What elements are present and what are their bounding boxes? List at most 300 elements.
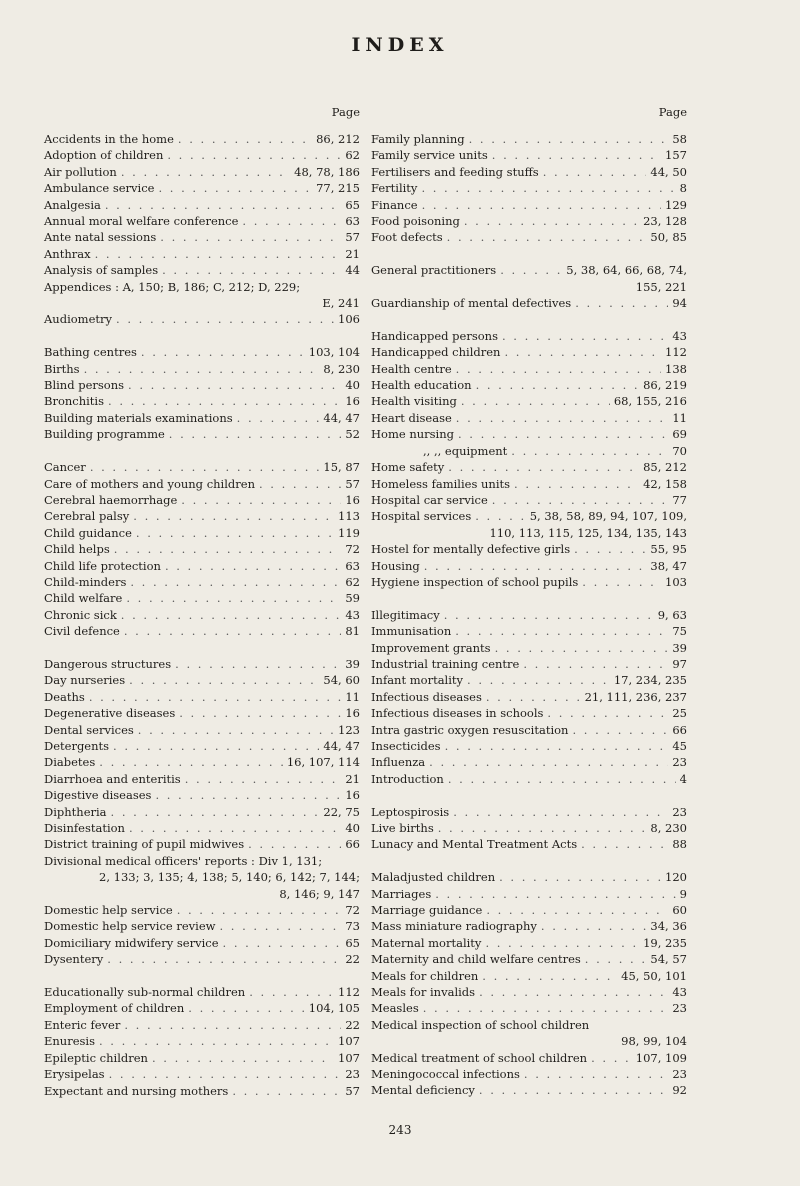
index-term: Health visiting	[371, 394, 457, 409]
index-pages: 86, 219	[643, 378, 687, 393]
index-entry	[44, 197, 360, 213]
index-pages: 43	[345, 607, 360, 622]
index-term: Annual moral welfare conference	[44, 214, 239, 229]
index-entry	[44, 1083, 360, 1099]
dot-leader	[133, 508, 334, 524]
dot-leader	[138, 722, 334, 738]
dot-leader	[129, 672, 319, 688]
dot-leader	[130, 574, 341, 590]
dot-leader	[177, 902, 342, 918]
index-term: Educationally sub-normal children	[44, 985, 246, 1000]
dot-leader	[162, 262, 341, 278]
index-entry	[371, 197, 687, 213]
dot-leader	[575, 295, 668, 311]
index-entry	[371, 918, 687, 934]
index-entry	[44, 738, 360, 754]
index-term: Cerebral palsy	[44, 509, 130, 524]
dot-leader	[121, 607, 342, 623]
page-column-heading: Page	[331, 105, 360, 119]
index-pages: 77, 215	[316, 181, 360, 196]
dot-leader	[95, 246, 342, 262]
dot-leader	[447, 229, 647, 245]
index-entry	[44, 558, 360, 574]
index-pages: 23	[672, 1001, 687, 1016]
index-pages: 25	[672, 706, 687, 721]
index-term: Guardianship of mental defectives	[371, 296, 572, 311]
index-pages: 48, 78, 186	[294, 164, 360, 179]
dot-leader	[453, 804, 668, 820]
dot-leader	[152, 1050, 334, 1066]
index-term: Expectant and nursing mothers	[44, 1083, 229, 1098]
dot-leader	[448, 771, 676, 787]
dot-leader	[438, 820, 647, 836]
dot-leader	[492, 492, 669, 508]
index-entry	[44, 492, 360, 508]
index-term: Improvement grants	[371, 640, 491, 655]
index-term: Diabetes	[44, 755, 96, 770]
index-pages: 57	[345, 230, 360, 245]
index-entry	[44, 361, 360, 377]
index-pages: 8, 230	[323, 361, 360, 376]
index-pages: 8, 230	[650, 821, 687, 835]
index-pages: 40	[345, 378, 360, 393]
dot-leader	[429, 754, 668, 770]
index-pages: 19, 235	[643, 935, 687, 950]
dot-leader	[581, 836, 668, 852]
index-term: Mass miniature radiography	[371, 919, 537, 934]
index-pages: 22, 75	[323, 804, 360, 819]
index-entry	[371, 147, 687, 163]
index-entry	[44, 689, 360, 705]
index-pages: 23	[672, 755, 687, 770]
dot-leader	[479, 984, 668, 1000]
dot-leader	[175, 656, 341, 672]
index-term: Child-minders	[44, 574, 127, 589]
index-pages: 123	[338, 722, 360, 737]
index-pages: 9	[679, 886, 687, 901]
dot-leader	[574, 541, 646, 557]
index-entry	[371, 935, 687, 951]
index-entry	[371, 541, 687, 557]
index-entry	[371, 361, 687, 377]
index-pages: 15, 87	[323, 460, 360, 475]
index-entry	[44, 787, 360, 803]
index-term: Marriages	[371, 886, 432, 901]
index-column-left	[44, 104, 360, 1099]
index-term: Analysis of samples	[44, 263, 159, 278]
index-term: Child helps	[44, 542, 110, 557]
dot-leader	[99, 754, 283, 770]
index-term: Day nurseries	[44, 673, 126, 688]
index-term: Home nursing	[371, 427, 454, 442]
index-term: Adoption of children	[44, 148, 164, 163]
index-pages-continued: 98, 99, 104	[621, 1034, 687, 1049]
index-pages: 16, 107, 114	[286, 755, 360, 770]
index-entry	[371, 180, 687, 196]
index-term: Fertility	[371, 181, 418, 196]
index-entry	[371, 295, 687, 311]
index-pages: 88	[672, 837, 687, 852]
index-entry	[371, 672, 687, 688]
index-entry	[44, 1017, 360, 1033]
dot-leader	[500, 262, 562, 278]
index-pages: 119	[338, 525, 360, 540]
index-term: Enuresis	[44, 1034, 95, 1049]
dot-leader	[248, 836, 341, 852]
index-term: Cancer	[44, 460, 86, 475]
dot-leader	[458, 426, 668, 442]
index-pages: 112	[338, 985, 360, 1000]
index-entry	[44, 672, 360, 688]
index-entry	[371, 426, 687, 442]
dot-leader	[591, 1050, 632, 1066]
index-term: Health centre	[371, 361, 452, 376]
index-pages: 63	[345, 558, 360, 573]
index-entry	[44, 820, 360, 836]
dot-leader	[485, 935, 639, 951]
index-term: Anthrax	[44, 246, 91, 261]
index-entry	[371, 804, 687, 820]
dot-leader	[109, 1066, 342, 1082]
index-pages: 40	[345, 821, 360, 836]
index-entry	[371, 689, 687, 705]
dot-leader	[469, 131, 669, 147]
index-term: Erysipelas	[44, 1067, 105, 1082]
dot-leader	[486, 902, 668, 918]
index-pages: 103, 104	[308, 345, 360, 360]
index-entry	[371, 1082, 687, 1098]
index-term: Finance	[371, 197, 418, 212]
index-pages: 50, 85	[650, 230, 687, 245]
dot-leader	[456, 361, 661, 377]
dot-leader	[111, 804, 320, 820]
index-column-right	[371, 104, 687, 1099]
index-pages: 85, 212	[643, 460, 687, 475]
index-term: Lunacy and Mental Treatment Acts	[371, 837, 578, 852]
index-entry	[44, 1066, 360, 1082]
index-term: Hostel for mentally defective girls	[371, 542, 571, 557]
index-entry	[371, 508, 687, 524]
index-pages: 45, 50, 101	[621, 968, 687, 983]
index-term: Child guidance	[44, 525, 132, 540]
index-pages: 16	[345, 788, 360, 803]
dot-leader	[445, 738, 669, 754]
dot-leader	[181, 492, 341, 508]
index-pages: 157	[665, 148, 687, 163]
index-entry	[371, 344, 687, 360]
index-term: Mental deficiency	[371, 1083, 475, 1098]
dot-leader	[259, 476, 341, 492]
index-pages: 65	[345, 935, 360, 950]
dot-leader	[128, 377, 341, 393]
index-pages: 66	[345, 837, 360, 852]
index-term: Health education	[371, 378, 472, 393]
index-pages: 4	[679, 771, 687, 786]
dot-leader	[114, 541, 342, 557]
index-term: Building materials examinations	[44, 410, 233, 425]
index-term: Infant mortality	[371, 673, 464, 688]
index-entry	[371, 738, 687, 754]
index-term: Deaths	[44, 689, 85, 704]
index-pages: 72	[345, 903, 360, 918]
index-pages: 21	[345, 246, 360, 261]
index-entry	[371, 164, 687, 180]
index-pages: 45	[672, 738, 687, 753]
index-pages: 69	[672, 427, 687, 442]
index-entry	[44, 393, 360, 409]
index-pages: 39	[345, 656, 360, 671]
index-term: Family service units	[371, 148, 488, 163]
dot-leader	[524, 1066, 668, 1082]
index-entry	[44, 1033, 360, 1049]
index-term: Medical inspection of school children	[371, 1017, 590, 1032]
dot-leader	[455, 623, 668, 639]
index-pages: 112	[665, 345, 687, 360]
index-entry	[44, 344, 360, 360]
index-term: ,, ,, equipment	[423, 443, 508, 458]
dot-leader	[219, 918, 341, 934]
index-entry	[44, 853, 360, 869]
dot-leader	[464, 213, 639, 229]
index-pages: 8	[679, 181, 687, 196]
index-entry	[44, 656, 360, 672]
index-term: Epileptic children	[44, 1050, 148, 1065]
index-term: Homeless families units	[371, 476, 511, 491]
section-gap	[371, 787, 687, 803]
dot-leader	[179, 705, 341, 721]
index-pages: 77	[672, 492, 687, 507]
page-number: 243	[388, 1123, 412, 1137]
index-pages: 58	[672, 132, 687, 146]
dot-leader	[160, 229, 341, 245]
dot-leader	[541, 918, 647, 934]
index-pages: 94	[672, 296, 687, 311]
dot-leader	[90, 459, 320, 475]
index-entry	[371, 722, 687, 738]
index-term: Domestic help service	[44, 903, 173, 918]
index-pages: 73	[345, 919, 360, 934]
index-term: Civil defence	[44, 624, 120, 639]
index-pages: 42, 158	[643, 476, 687, 491]
index-pages: 43	[672, 328, 687, 343]
dot-leader	[461, 393, 610, 409]
index-entry	[371, 443, 687, 459]
index-entry	[371, 476, 687, 492]
index-entry	[371, 951, 687, 967]
index-pages: 103	[665, 574, 687, 589]
index-term: Home safety	[371, 460, 445, 475]
index-entry	[371, 771, 687, 787]
index-entry	[44, 508, 360, 524]
index-term: Disinfestation	[44, 821, 125, 836]
index-pages: 5, 38, 64, 66, 68, 74,	[566, 263, 687, 278]
index-pages: 129	[665, 197, 687, 212]
index-pages: 57	[345, 476, 360, 491]
index-term: Hygiene inspection of school pupils	[371, 574, 579, 589]
index-pages: 68, 155, 216	[613, 394, 687, 409]
index-entry	[371, 607, 687, 623]
index-entry	[44, 771, 360, 787]
dot-leader	[448, 459, 639, 475]
index-term: Maternal mortality	[371, 935, 482, 950]
dot-leader	[99, 1033, 334, 1049]
index-term: Influenza	[371, 755, 426, 770]
index-term: District training of pupil midwives	[44, 837, 245, 852]
dot-leader	[476, 377, 640, 393]
index-pages: 43	[672, 985, 687, 1000]
index-pages: 54, 57	[650, 952, 687, 967]
index-term: Maternity and child welfare centres	[371, 952, 581, 967]
index-term: Appendices : A, 150; B, 186; C, 212; D, 229;	[44, 279, 301, 294]
index-entry	[44, 935, 360, 951]
index-pages: 66	[672, 722, 687, 737]
index-entry	[371, 377, 687, 393]
dot-leader	[188, 1000, 305, 1016]
index-pages: 81	[345, 624, 360, 639]
dot-leader	[113, 738, 319, 754]
index-entry	[44, 180, 360, 196]
index-term: Infectious diseases	[371, 689, 482, 704]
index-term: Fertilisers and feeding stuffs	[371, 164, 539, 179]
index-term: General practitioners	[371, 263, 497, 278]
index-entry	[371, 558, 687, 574]
index-term: Accidents in the home	[44, 132, 174, 146]
index-term: Domiciliary midwifery service	[44, 935, 219, 950]
index-entry	[371, 574, 687, 590]
index-pages: 23	[345, 1067, 360, 1082]
index-pages: 107	[338, 1050, 360, 1065]
index-entry	[371, 328, 687, 344]
dot-leader	[514, 476, 639, 492]
dot-leader	[499, 869, 661, 885]
index-term: Medical treatment of school children	[371, 1050, 588, 1065]
index-term: Handicapped persons	[371, 328, 498, 343]
index-term: Dangerous structures	[44, 656, 172, 671]
index-entry	[44, 246, 360, 262]
index-pages: 44, 47	[323, 410, 360, 425]
dot-leader	[421, 180, 675, 196]
dot-leader	[89, 689, 342, 705]
dot-leader	[232, 1083, 341, 1099]
section-gap	[44, 443, 360, 459]
index-entry	[44, 459, 360, 475]
index-term: Child life protection	[44, 558, 161, 573]
index-entry	[371, 656, 687, 672]
index-pages-continued: 110, 113, 115, 125, 134, 135, 143	[489, 525, 687, 540]
dot-leader	[126, 590, 341, 606]
index-entry	[44, 951, 360, 967]
index-pages: 9, 63	[657, 607, 687, 622]
index-pages: 72	[345, 542, 360, 557]
index-term: Maladjusted children	[371, 870, 496, 885]
index-pages: 97	[672, 656, 687, 671]
index-pages: 44, 50	[650, 164, 687, 179]
index-entry	[44, 590, 360, 606]
index-entry	[371, 229, 687, 245]
dot-leader	[105, 197, 342, 213]
dot-leader	[136, 525, 334, 541]
index-entry	[371, 754, 687, 770]
dot-leader	[444, 607, 654, 623]
index-pages: 21, 111, 236, 237	[584, 689, 687, 704]
index-term: Analgesia	[44, 197, 101, 212]
index-entry	[44, 918, 360, 934]
index-pages: 54, 60	[323, 673, 360, 688]
dot-leader	[249, 984, 334, 1000]
index-pages: 38, 47	[650, 558, 687, 573]
index-entry	[44, 984, 360, 1000]
section-gap	[371, 311, 687, 327]
index-term: Domestic help service review	[44, 919, 216, 934]
index-term: Degenerative diseases	[44, 706, 176, 721]
index-term: Measles	[371, 1001, 419, 1016]
dot-leader	[167, 147, 341, 163]
dot-leader	[237, 410, 320, 426]
index-entry	[44, 623, 360, 639]
dot-leader	[502, 328, 668, 344]
index-term: Audiometry	[44, 312, 113, 327]
index-pages: 23	[672, 1067, 687, 1082]
index-entry	[371, 393, 687, 409]
dot-leader	[124, 623, 341, 639]
section-gap	[44, 640, 360, 656]
section-gap	[44, 328, 360, 344]
dot-leader	[107, 951, 341, 967]
index-term: Food poisoning	[371, 214, 460, 229]
index-term: Meningococcal infections	[371, 1067, 520, 1082]
index-term: Births	[44, 361, 80, 376]
index-entry	[44, 902, 360, 918]
index-pages-continued: 8, 146; 9, 147	[279, 886, 360, 901]
index-pages: 55, 95	[650, 542, 687, 557]
dot-leader	[158, 180, 312, 196]
dot-leader	[543, 164, 647, 180]
index-entry	[371, 492, 687, 508]
index-entry	[44, 229, 360, 245]
index-term: Hospital services	[371, 509, 472, 524]
index-entry	[44, 705, 360, 721]
index-entry	[44, 410, 360, 426]
index-term: Immunisation	[371, 624, 452, 639]
index-term: Foot defects	[371, 230, 443, 245]
index-pages: 44, 47	[323, 738, 360, 753]
index-pages: 11	[345, 689, 360, 704]
index-term: Care of mothers and young children	[44, 476, 255, 491]
page-column-heading: Page	[658, 105, 687, 119]
index-entry	[44, 607, 360, 623]
index-entry	[44, 262, 360, 278]
index-pages: 60	[672, 903, 687, 918]
index-term: Digestive diseases	[44, 788, 152, 803]
index-entry	[371, 1066, 687, 1082]
dot-leader	[169, 426, 342, 442]
index-pages: 59	[345, 591, 360, 606]
section-gap	[371, 590, 687, 606]
index-entry	[44, 213, 360, 229]
index-entry	[371, 886, 687, 902]
index-term: Employment of children	[44, 1001, 185, 1016]
dot-leader	[511, 443, 668, 459]
dot-leader	[492, 147, 661, 163]
index-entry	[371, 984, 687, 1000]
index-pages: 138	[665, 361, 687, 376]
dot-leader	[424, 558, 647, 574]
index-term: Building programme	[44, 427, 165, 442]
index-pages: 5, 38, 58, 89, 94, 107, 109,	[529, 509, 687, 524]
dot-leader	[108, 393, 341, 409]
index-entry	[371, 869, 687, 885]
index-entry	[371, 705, 687, 721]
